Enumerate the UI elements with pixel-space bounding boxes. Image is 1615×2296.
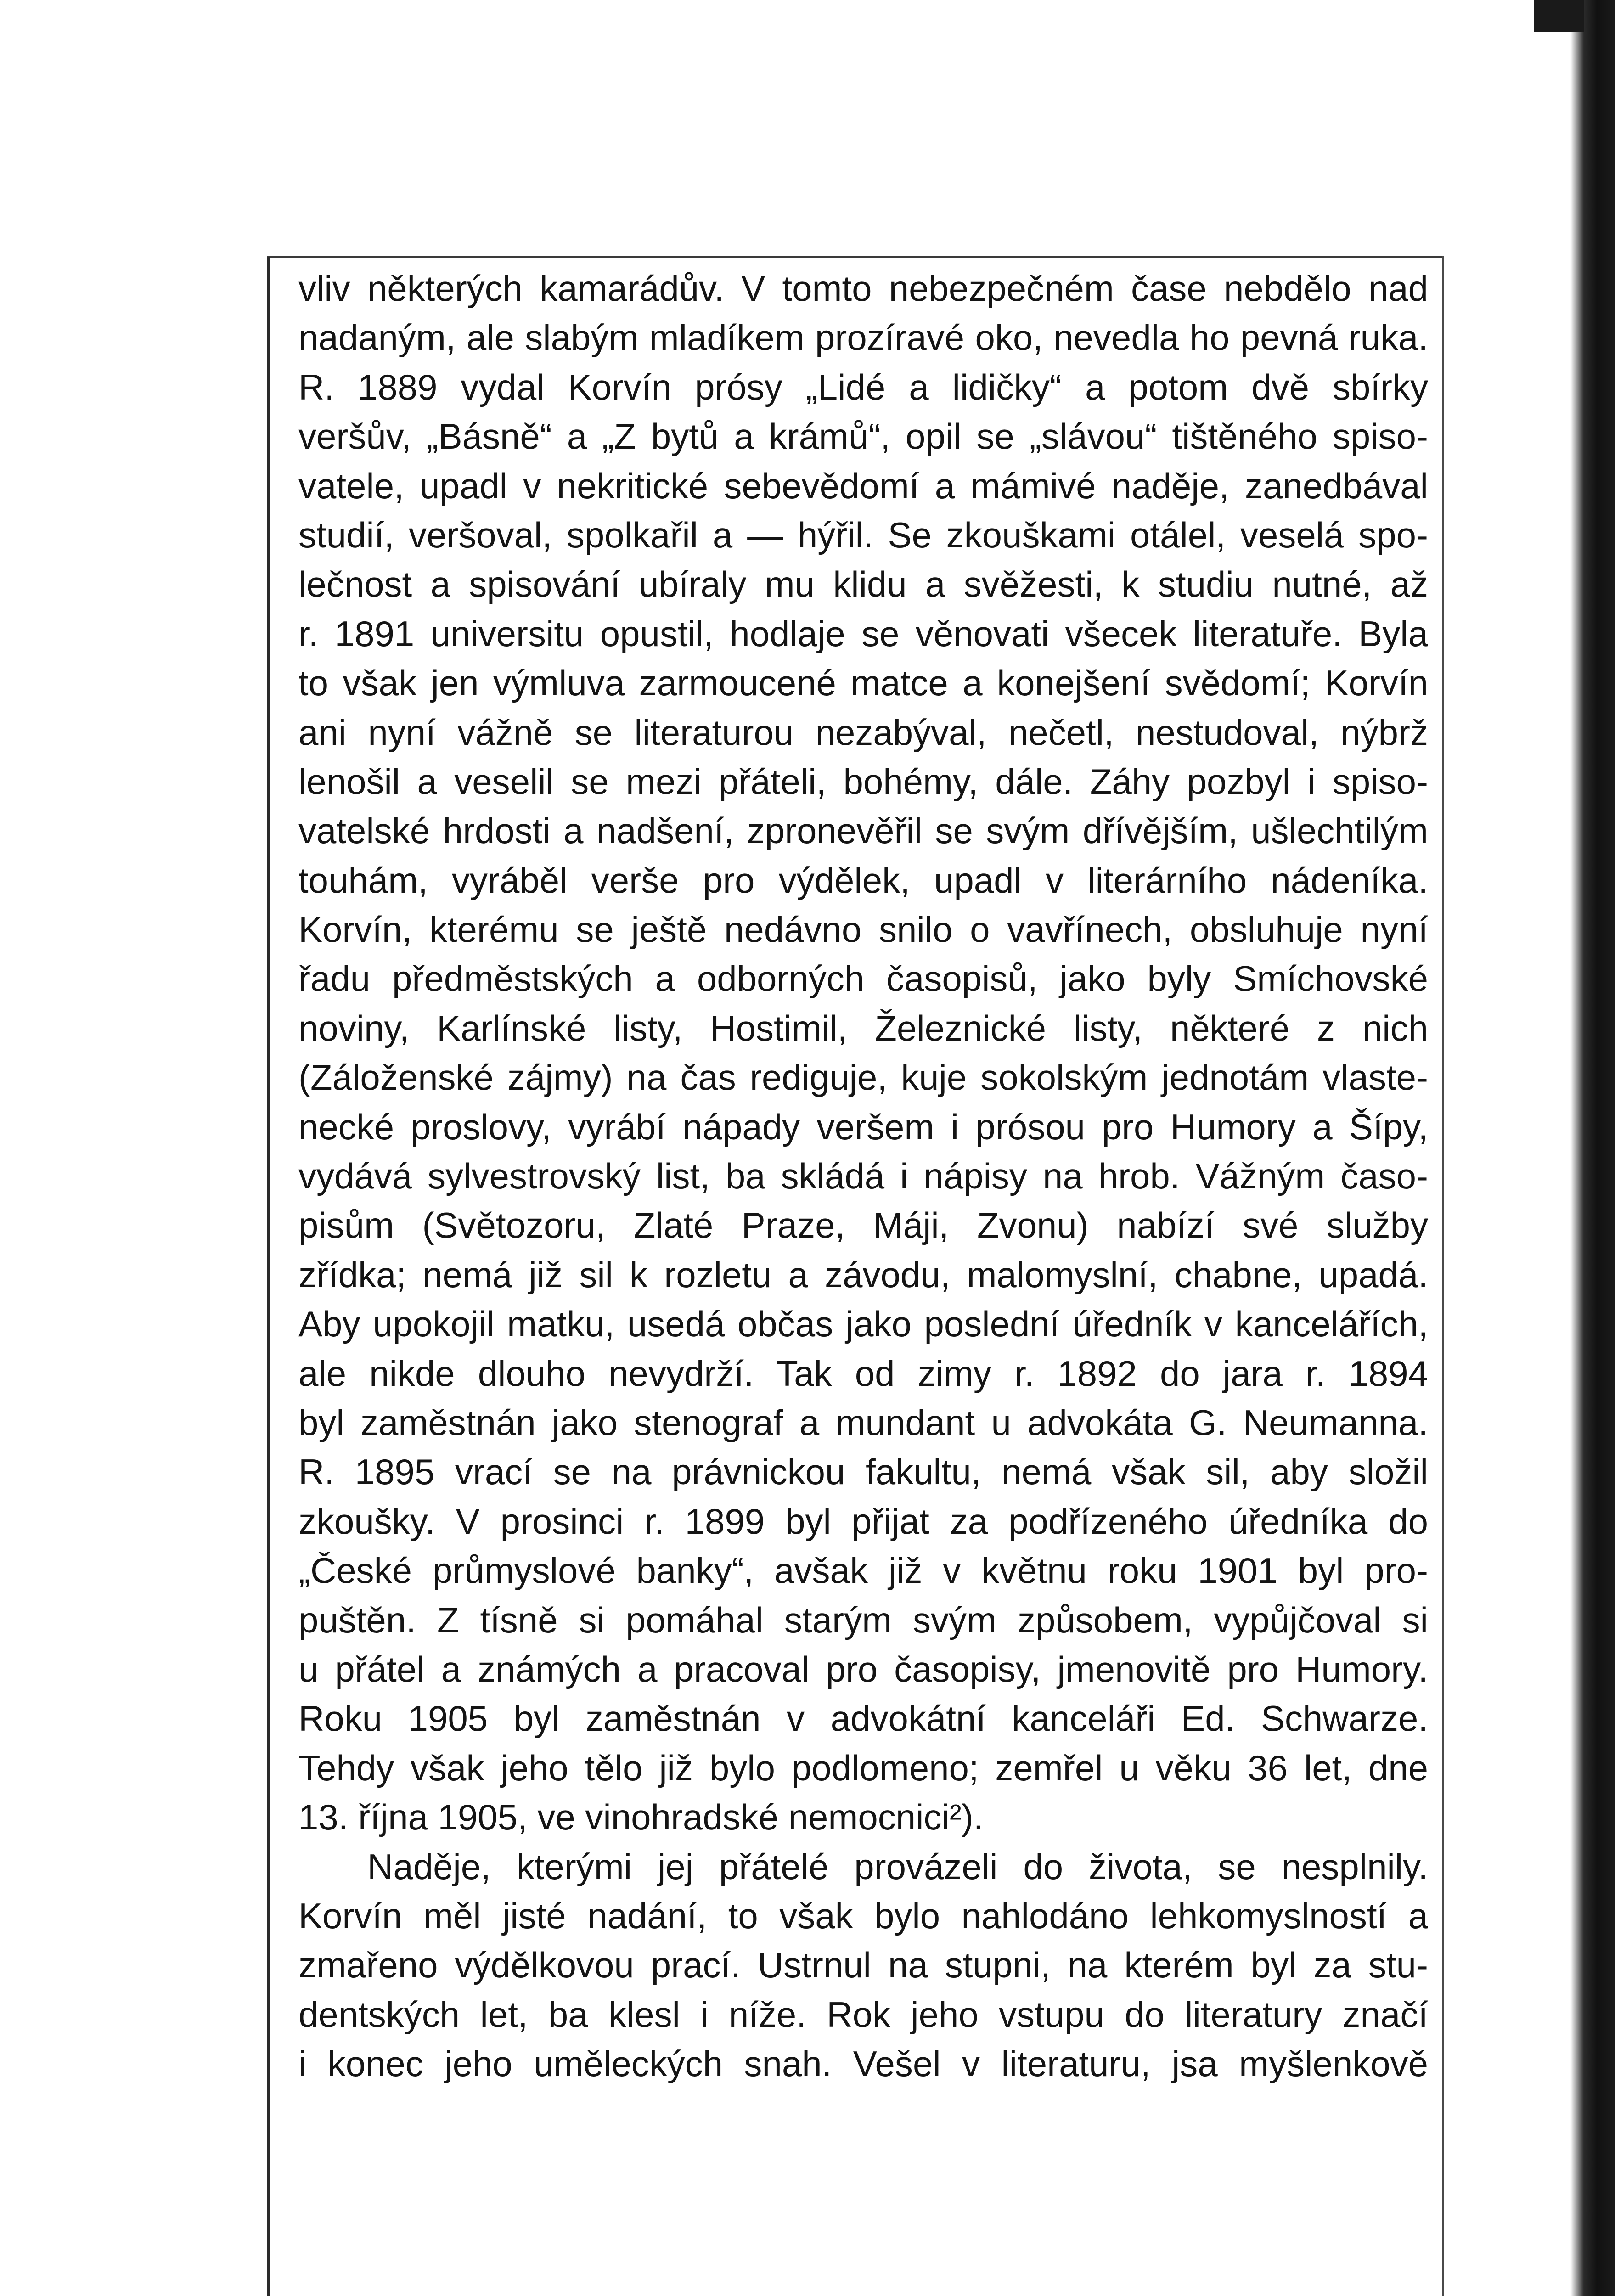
text-line: řadu předměstských a odborných časopisů, jako byly Smíchovské [298,958,1428,999]
text-line: dentských let, ba klesl i níže. Rok jeho vstupu do literatury značí [298,1994,1428,2035]
text-line: u přátel a známých a pracoval pro časopisy, jmenovitě pro Humory. [298,1649,1428,1689]
text-line: „České průmyslové banky“, avšak již v květnu roku 1901 byl pro- [298,1550,1428,1591]
text-line: Roku 1905 byl zaměstnán v advokátní kanceláři Ed. Schwarze. [298,1698,1428,1739]
text-line: pisům (Světozoru, Zlaté Praze, Máji, Zvonu) nabízí své služby [298,1205,1428,1246]
text-line: zkoušky. V prosinci r. 1899 byl přijat za podřízeného úředníka do [298,1501,1428,1542]
text-line: zmařeno výdělkovou prací. Ustrnul na stupni, na kterém byl za stu- [298,1945,1428,1986]
text-line: r. 1891 universitu opustil, hodlaje se věnovati všecek literatuře. Byla [298,613,1428,654]
text-line: Tehdy však jeho tělo již bylo podlomeno; zemřel u věku 36 let, dne [298,1747,1428,1788]
text-line: (Záloženské zájmy) na čas rediguje, kuje sokolským jednotám vlaste- [298,1057,1428,1098]
text-line: necké proslovy, vyrábí nápady veršem i prósou pro Humory a Šípy, [298,1106,1428,1147]
main-text [298,264,1428,2088]
page-frame-top [267,256,1443,258]
text-line: Korvín, kterému se ještě nedávno snilo o vavřínech, obsluhuje nyní [298,909,1428,950]
text-line: byl zaměstnán jako stenograf a mundant u advokáta G. Neumanna. [298,1402,1428,1443]
text-line: noviny, Karlínské listy, Hostimil, Železnické listy, některé z nich [298,1007,1428,1048]
text-line: studií, veršoval, spolkařil a — hýřil. Se zkouškami otálel, veselá spo- [298,514,1428,555]
text-line: lenošil a veselil se mezi přáteli, bohémy, dále. Záhy pozbyl i spiso- [298,761,1428,802]
text-line: vydává sylvestrovský list, ba skládá i nápisy na hrob. Vážným časo- [298,1156,1428,1197]
text-line: vatele, upadl v nekritické sebevědomí a mámivé naděje, zanedbával [298,465,1428,506]
text-line: zřídka; nemá již sil k rozletu a závodu, malomyslní, chabne, upadá. [298,1254,1428,1295]
text-line: puštěn. Z tísně si pomáhal starým svým způsobem, vypůjčoval si [298,1599,1428,1640]
page-frame-right [1442,256,1444,2296]
paragraph-start-line: Naděje, kterými jej přátelé provázeli do života, se nesplnily. [367,1846,1428,1887]
text-line: R. 1889 vydal Korvín prósy „Lidé a lidičky“ a potom dvě sbírky [298,366,1428,407]
text-line: touhám, vyráběl verše pro výdělek, upadl v literárního nádeníka. [298,860,1428,900]
text-line: i konec jeho uměleckých snah. Vešel v literaturu, jsa myšlenkově [298,2043,1428,2084]
scan-corner-shadow [1534,0,1584,32]
text-line: vatelské hrdosti a nadšení, zpronevěřil se svým dřívějším, ušlechtilým [298,810,1428,851]
text-line: R. 1895 vrací se na právnickou fakultu, nemá však sil, aby složil [298,1452,1428,1492]
scan-edge-shadow [1570,0,1615,2296]
text-line: ale nikde dlouho nevydrží. Tak od zimy r. 1892 do jara r. 1894 [298,1353,1428,1394]
text-line: veršův, „Básně“ a „Z bytů a krámů“, opil se „slávou“ tištěného spiso- [298,416,1428,457]
page-frame-left [267,257,270,2296]
text-line: Aby upokojil matku, usedá občas jako poslední úředník v kancelářích, [298,1304,1428,1345]
text-line: lečnost a spisování ubíraly mu klidu a svěžesti, k studiu nutné, až [298,564,1428,605]
text-line: Korvín měl jisté nadání, to však bylo nahlodáno lehkomyslností a [298,1895,1428,1936]
paragraph-end-line: 13. října 1905, ve vinohradské nemocnici²). [298,1797,984,1838]
text-line: nadaným, ale slabým mladíkem prozíravé oko, nevedla ho pevná ruka. [298,317,1428,358]
text-line: to však jen výmluva zarmoucené matce a konejšení svědomí; Korvín [298,663,1428,703]
text-line: ani nyní vážně se literaturou nezabýval, nečetl, nestudoval, nýbrž [298,712,1428,753]
text-line: vliv některých kamarádův. V tomto nebezpečném čase nebdělo nad [298,268,1428,309]
